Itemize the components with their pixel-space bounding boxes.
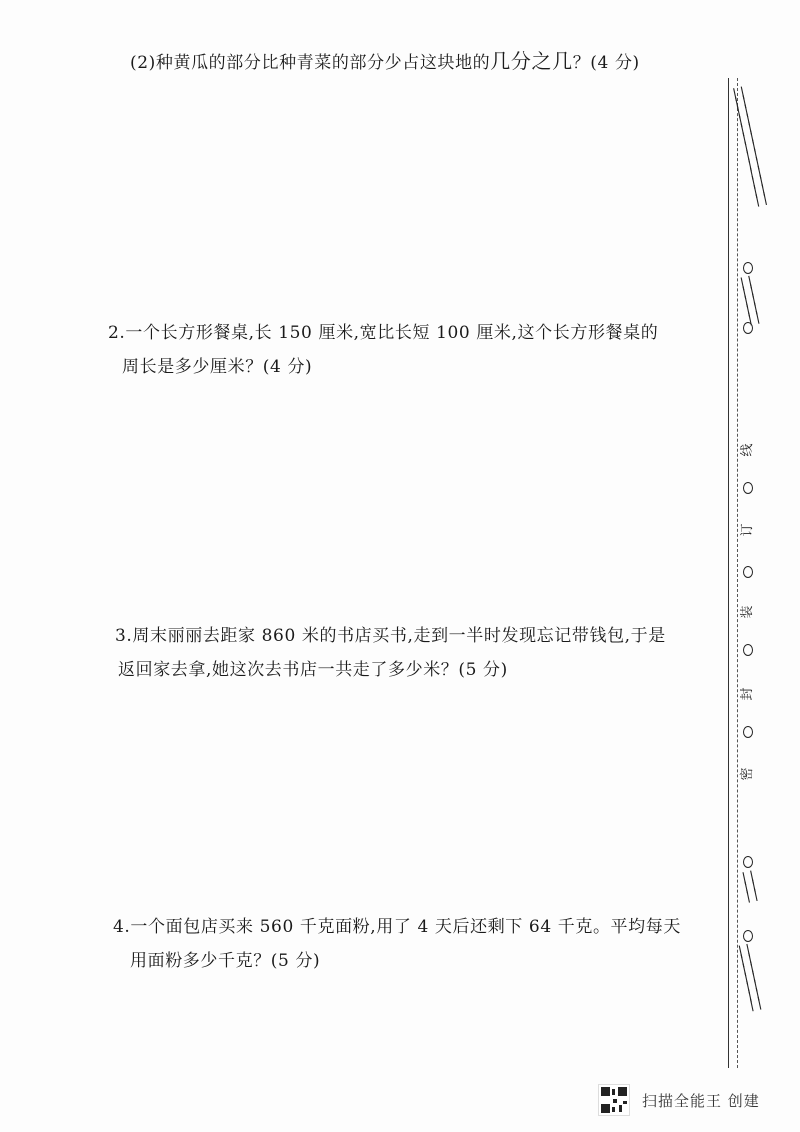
binding-circle-mark — [743, 930, 753, 942]
question-text: (2)种黄瓜的部分比种青菜的部分少占这块地的 — [130, 53, 491, 73]
binding-tick-marks: |||||||||||||||||||||||||| — [729, 84, 771, 209]
binding-circle-mark — [743, 644, 753, 656]
binding-circle-mark — [743, 726, 753, 738]
question-score: ？(4 分) — [572, 53, 640, 73]
binding-label-feng: 封 — [740, 687, 755, 701]
watermark-text: 扫描全能王 创建 — [642, 1091, 760, 1110]
binding-tick-marks: |||||| — [738, 868, 762, 905]
binding-circle-mark — [743, 262, 753, 274]
scanner-watermark — [598, 1083, 760, 1117]
binding-circle-mark — [743, 566, 753, 578]
binding-circle-mark — [743, 482, 753, 494]
binding-label-ding: 订 — [740, 523, 755, 537]
question-1-part-2 — [130, 50, 640, 74]
question-4-line-1: 4.一个面包店买来 560 千克面粉,用了 4 天后还剩下 64 千克。平均每天 — [113, 917, 681, 937]
binding-tick-marks: |||||||||||||| — [735, 942, 765, 1013]
question-emphasis: 几分之几 — [490, 49, 573, 73]
question-2-line-1: 2.一个长方形餐桌,长 150 厘米,宽比长短 100 厘米,这个长方形餐桌的 — [108, 323, 659, 343]
binding-circle-mark — [743, 856, 753, 868]
binding-label-line: 线 — [740, 443, 755, 457]
binding-tick-marks: |||||||||| — [737, 273, 763, 328]
binding-strip — [728, 78, 771, 1068]
question-4-line-2: 用面粉多少千克？(5 分) — [130, 951, 321, 971]
question-2-line-2: 周长是多少厘米？(4 分) — [122, 357, 313, 377]
question-3-line-2: 返回家去拿,她这次去书店一共走了多少米？(5 分) — [118, 660, 508, 680]
binding-label-mi: 密 — [740, 767, 755, 781]
question-3-line-1: 3.周末丽丽去距家 860 米的书店买书,走到一半时发现忘记带钱包,于是 — [115, 626, 666, 646]
binding-label-zhuang: 装 — [740, 605, 755, 619]
qr-code-icon — [598, 1084, 630, 1116]
binding-circle-mark — [743, 322, 753, 334]
